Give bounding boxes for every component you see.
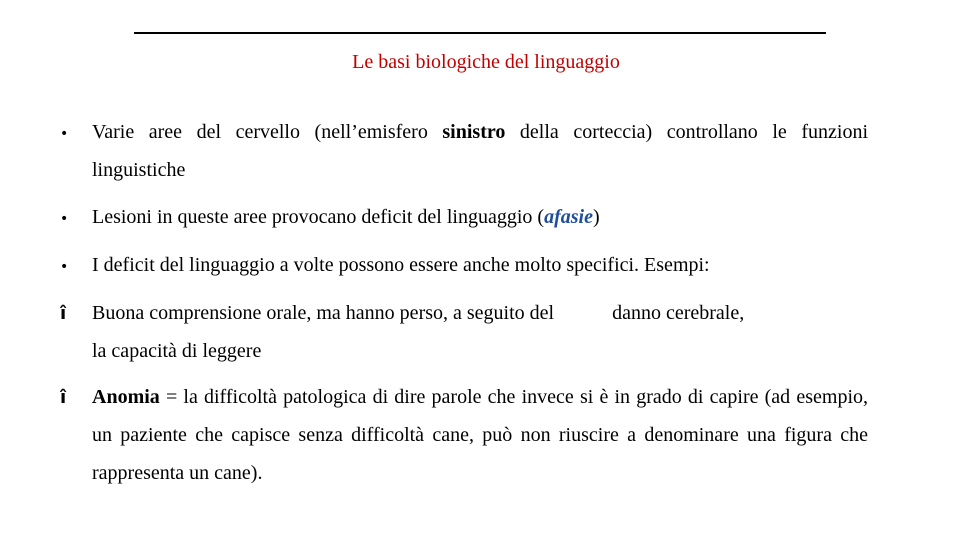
example-item-1: [92, 294, 868, 370]
bullet-text: ): [592, 206, 600, 228]
bullet-item-2: [92, 198, 868, 236]
bullet-text: Varie aree del cervello (nell’emisfero: [92, 121, 443, 143]
bullet-dot-icon: •: [60, 259, 69, 275]
bullet-dot-icon: •: [60, 211, 69, 227]
bullet-text: I deficit del linguaggio a volte possono essere anche molto specifici. Esempi:: [92, 254, 710, 276]
bold-term: Anomia: [92, 386, 160, 408]
example-text: = la difficoltà patologica di dire parole che invece si è in grado di capire (ad esempio, un paziente che capisce senza difficoltà cane, può non riuscire a denominare una figura che rappresenta un cane).: [92, 386, 868, 484]
example-item-2: [92, 378, 868, 492]
bullet-item-1: [92, 113, 868, 189]
example-text: Buona comprensione orale, ma hanno perso, a seguito del: [92, 302, 555, 324]
bold-term: sinistro: [442, 121, 506, 143]
bullet-item-3: [92, 246, 868, 284]
arrow-right-icon: î: [60, 303, 67, 324]
example-marker: [60, 294, 84, 333]
example-marker: [60, 378, 84, 417]
slide-title: Le basi biologiche del linguaggio: [352, 51, 620, 73]
bullet-marker: [60, 246, 84, 286]
bullet-marker: [60, 113, 84, 153]
bullet-text: Lesioni in queste aree provocano deficit del linguaggio (: [92, 206, 545, 228]
example-text: la capacità di leggere: [92, 340, 262, 362]
arrow-right-icon: î: [60, 387, 67, 408]
bullet-dot-icon: •: [60, 126, 69, 142]
bullet-marker: [60, 198, 84, 238]
highlight-term: afasie: [544, 206, 593, 228]
example-text: danno cerebrale,: [612, 302, 745, 324]
top-rule: [134, 32, 826, 34]
bullet-text: della corteccia) controllano le funzioni linguistiche: [92, 121, 869, 181]
